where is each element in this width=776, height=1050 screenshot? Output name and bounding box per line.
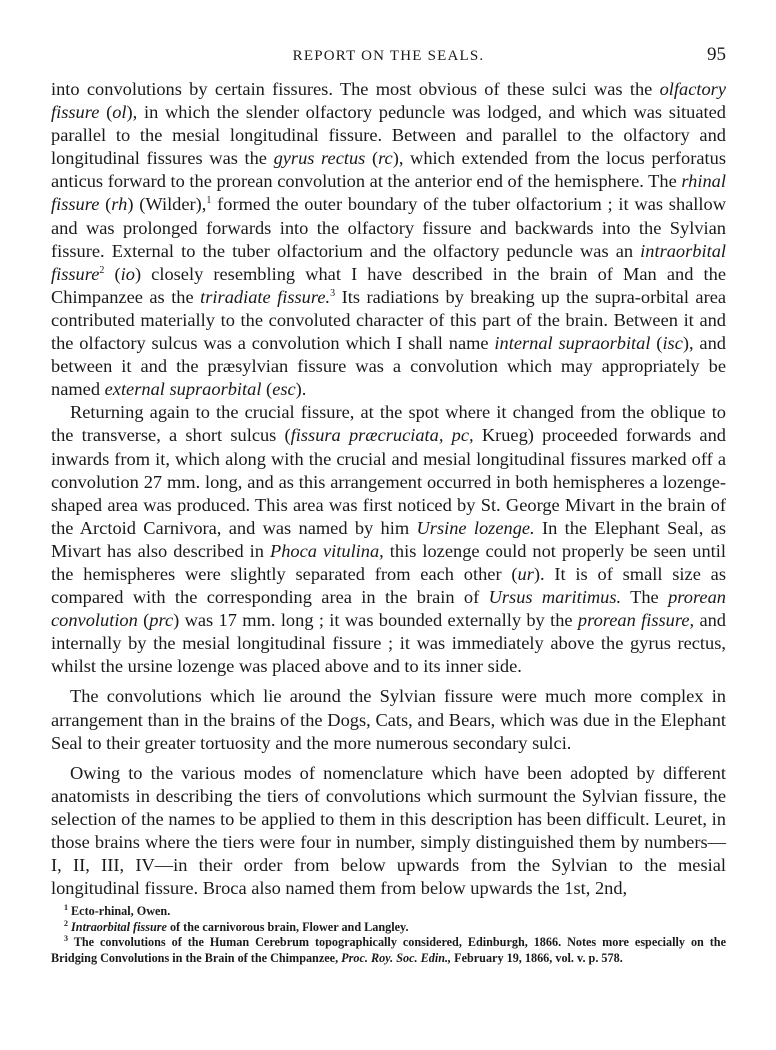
footnote-3: $^3$ The convolutions of the Human Cerebrum topographically considered, Edinburgh, 1866. Notes more especially on the Bridging Convolutions in the Brain of the Chimpanzee, Proc. Roy. Soc. Edin., February 19, 1866, vol. v. p. 578. — [51, 934, 726, 965]
footnote-2: $^2$ Intraorbital fissure of the carnivorous brain, Flower and Langley. — [64, 918, 409, 934]
footnotes — [51, 904, 726, 966]
paragraph-1: into convolutions by certain fissures. The most obvious of these sulci was the olfactory fissure (ol), in which the slender olfactory peduncle was lodged, and which was situated parallel to the mesial longitudinal fissure. Between and parallel to the olfactory and longitudinal fissures was the gyrus rectus (rc), which extended from the locus perforatus anticus forward to the prorean convolution at the anterior end of the hemisphere. The rhinal fissure (rh) (Wilder),$^1$ formed the outer boundary of the tuber olfactorium ; it was shallow and was prolonged forwards into the olfactory fissure and backwards into the Sylvian fissure. External to the tuber olfactorium and the olfactory peduncle was an intraorbital fissure$^2$ (io) closely resembling what I have described in the brain of Man and the Chimpanzee as the triradiate fissure.$^3$ Its radiations by breaking up the supra-orbital area contributed materially to the convoluted character of this part of the brain. Between it and the olfactory sulcus was a convolution which I shall name internal supraorbital (isc), and between it and the præsylvian fissure was a convolution which may appropriately be named external supraorbital (esc). — [51, 79, 727, 400]
running-title: REPORT ON THE SEALS. — [292, 48, 485, 64]
page-number: 95 — [707, 44, 726, 65]
footnote-1: $^1$ Ecto-rhinal, Owen. — [64, 903, 171, 919]
paragraph-4: Owing to the various modes of nomenclature which have been adopted by different anatomists in describing the tiers of convolutions which surmount the Sylvian fissure, the selection of the names to be applied to them in this description has been difficult. Leuret, in those brains where the tiers were four in number, simply distinguished them by numbers—I, II, III, IV—in their order from below upwards from the Sylvian to the mesial longitudinal fissure. Broca also named them from below upwards the 1st, 2nd, — [51, 762, 726, 899]
paragraph-2: Returning again to the crucial fissure, at the spot where it changed from the oblique to the transverse, a short sulcus (fissura præcruciata, pc, Krueg) proceeded forwards and inwards from it, which along with the crucial and mesial longitudinal fissures marked off a convolution 27 mm. long, and as this arrangement occurred in both hemispheres a lozenge-shaped area was produced. This area was first noticed by St. George Mivart in the brain of the Arctoid Carnivora, and was named by him Ursine lozenge. In the Elephant Seal, as Mivart has also described in Phoca vitulina, this lozenge could not properly be seen until the hemispheres were slightly separated from each other (ur). It is of small size as compared with the corresponding area in the brain of Ursus maritimus. The prorean convolution (prc) was 17 mm. long ; it was bounded externally by the prorean fissure, and internally by the mesial longitudinal fissure ; it was immediately above the gyrus rectus, whilst the ursine lozenge was placed above and to its inner side. — [51, 402, 727, 677]
footnote-ref: 3 — [330, 287, 336, 299]
footnote-ref: 2 — [99, 264, 105, 276]
footnote-ref: 1 — [206, 195, 212, 207]
paragraph-3: The convolutions which lie around the Sylvian fissure were much more complex in arrangement than in the brains of the Dogs, Cats, and Bears, which was due in the Elephant Seal to their greater tortuosity and the more numerous secondary sulci. — [51, 686, 726, 753]
running-head — [51, 44, 726, 72]
body-text — [51, 78, 726, 900]
